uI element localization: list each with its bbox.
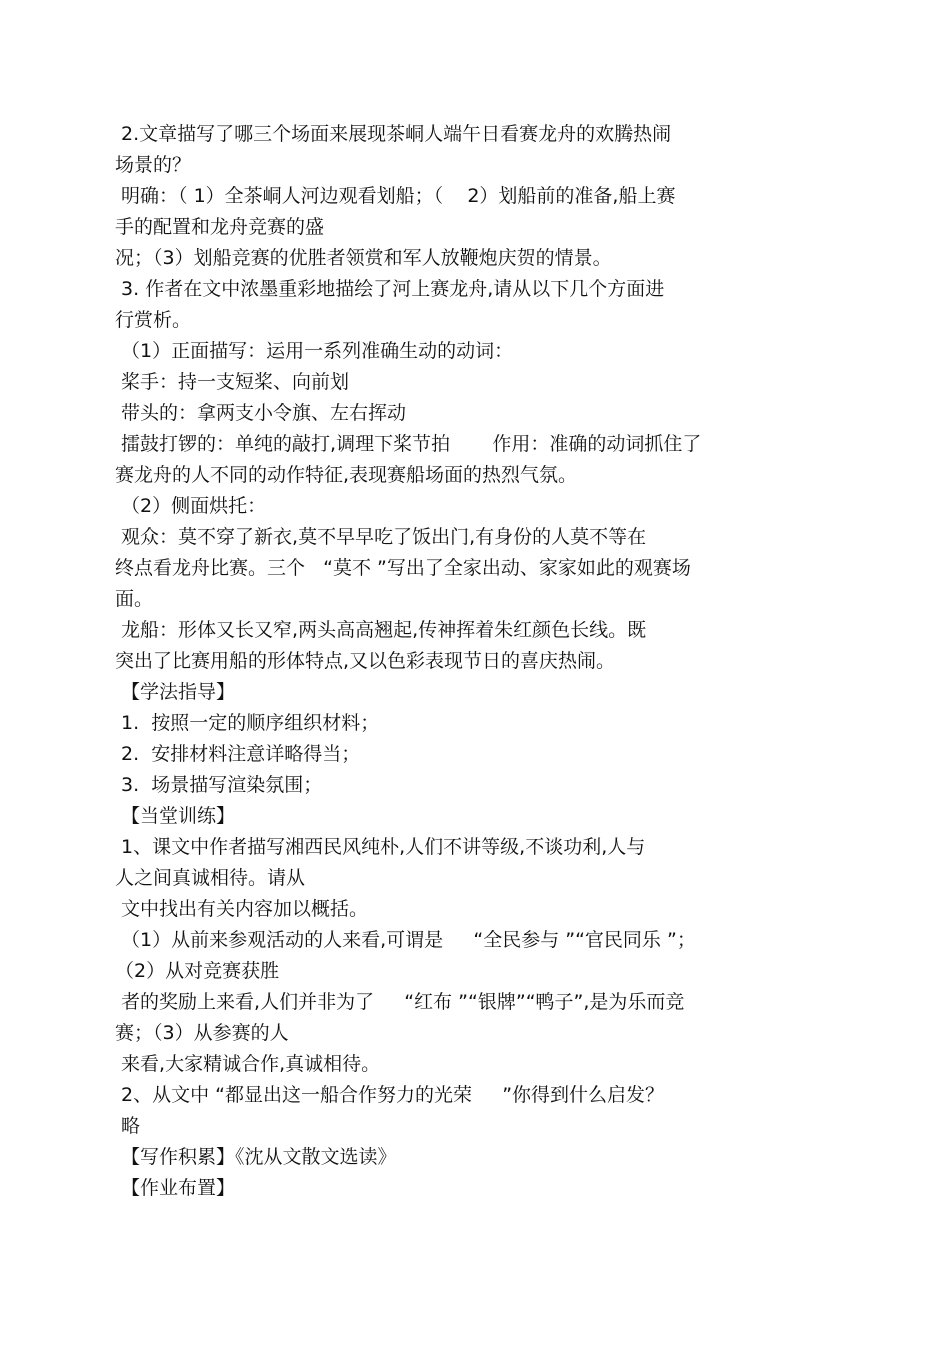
text-line: 略 [115,1115,141,1137]
text-line: 赛龙舟的人不同的动作特征,表现赛船场面的热烈气氛。 [115,464,578,486]
text-line: 1、课文中作者描写湘西民风纯朴,人们不讲等级,不谈功利,人与 [115,836,646,858]
text-line: 3. 场景描写渲染氛围； [115,774,323,796]
text-line: 龙船：形体又长又窄,两头高高翘起,传神挥着朱红颜色长线。既 [115,619,647,641]
text-line: 突出了比赛用船的形体特点,又以色彩表现节日的喜庆热闹。 [115,650,616,672]
text-line: 擂鼓打锣的：单纯的敲打,调理下桨节拍 作用：准确的动词抓住了 [115,433,702,455]
text-line: 况；（3）划船竞赛的优胜者领赏和军人放鞭炮庆贺的情景。 [115,247,612,269]
text-line: （2）侧面烘托： [115,495,267,517]
text-line: 赛；（3）从参赛的人 [115,1022,289,1044]
text-line: 人之间真诚相待。请从 [115,867,306,889]
text-line: 带头的：拿两支小令旗、左右挥动 [115,402,407,424]
section-heading: 【学法指导】 [115,681,236,703]
text-line: 明确：（ 1）全茶峒人河边观看划船；（ 2）划船前的准备,船上赛 [115,185,676,207]
section-heading: 【作业布置】 [115,1177,236,1199]
text-line: 来看,大家精诚合作,真诚相待。 [115,1053,381,1075]
text-line: 3. 作者在文中浓墨重彩地描绘了河上赛龙舟,请从以下几个方面进 [115,278,665,300]
text-line: 1. 按照一定的顺序组织材料； [115,712,380,734]
text-line: 手的配置和龙舟竞赛的盛 [115,216,325,238]
text-line: 2. 安排材料注意详略得当； [115,743,361,765]
text-line: （1）从前来参观活动的人来看,可谓是 “全民参与 ”“官民同乐 ”； [115,929,696,951]
text-line: 2、从文中 “都显出这一船合作努力的光荣 ”你得到什么启发？ [115,1084,665,1106]
text-line: 面。 [115,588,154,610]
text-line: （2）从对竞赛获胜 [115,960,280,982]
text-line: （1）正面描写：运用一系列准确生动的动词： [115,340,514,362]
section-heading: 【写作积累】《沈从文散文选读》 [115,1146,397,1168]
text-line: 2.文章描写了哪三个场面来展现茶峒人端午日看赛龙舟的欢腾热闹 [115,123,672,145]
text-line: 行赏析。 [115,309,192,331]
text-line: 者的奖励上来看,人们并非为了 “红布 ”“银牌”“鸭子”,是为乐而竞 [115,991,685,1013]
text-line: 终点看龙舟比赛。三个 “莫不 ”写出了全家出动、家家如此的观赛场 [115,557,691,579]
text-line: 桨手：持一支短桨、向前划 [115,371,350,393]
text-line: 文中找出有关内容加以概括。 [115,898,369,920]
text-line: 场景的？ [115,154,192,176]
section-heading: 【当堂训练】 [115,805,236,827]
text-line: 观众：莫不穿了新衣,莫不早早吃了饭出门,有身份的人莫不等在 [115,526,647,548]
